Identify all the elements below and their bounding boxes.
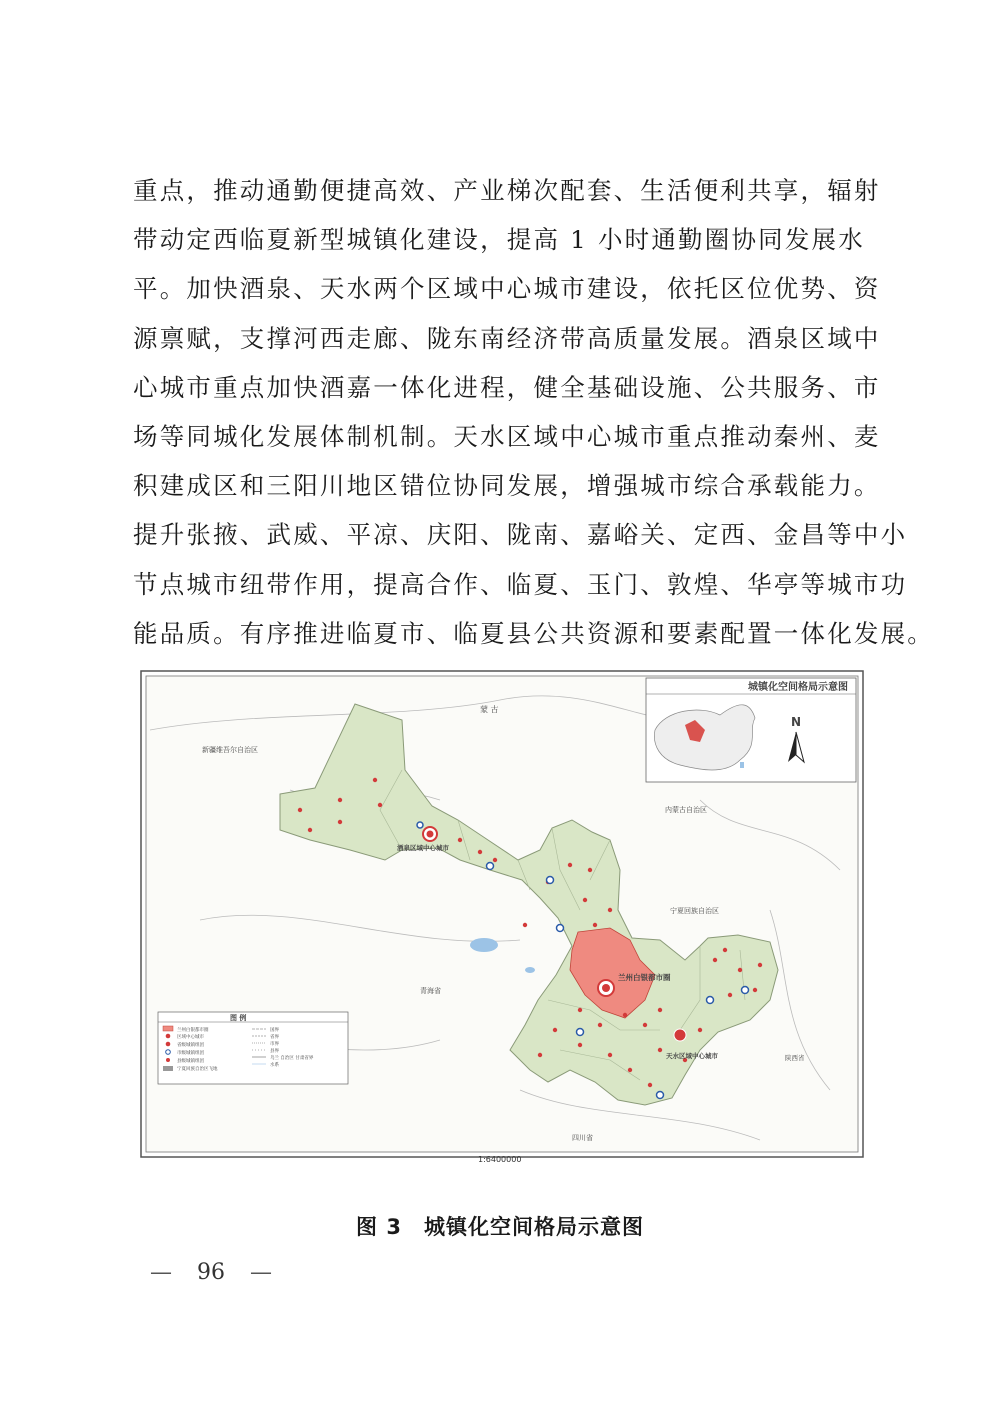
page-dash-right: —	[250, 1260, 272, 1285]
legend-item: 省界	[270, 1035, 279, 1040]
jiuquan-center	[423, 827, 437, 841]
china-inset-map	[646, 678, 856, 782]
legend-item: 省级城镇组团	[177, 1043, 204, 1048]
label-ningxia: 宁夏回族自治区	[670, 907, 719, 915]
label-jiuquan: 酒泉区域中心城市	[397, 844, 449, 852]
lanzhou-center	[598, 980, 614, 996]
body-line: 心城市重点加快酒嘉一体化进程，健全基础设施、公共服务、市	[133, 372, 881, 402]
tianshui-center	[674, 1029, 686, 1041]
body-line: 能品质。有序推进临夏市、临夏县公共资源和要素配置一体化发展。	[133, 618, 934, 648]
legend-item: 区域中心城市	[177, 1035, 204, 1040]
figure-number: 图 3	[356, 1215, 402, 1239]
legend-item: 乌兰 自治区 甘肃省界	[270, 1056, 314, 1061]
figure-caption	[0, 1211, 1000, 1241]
body-line: 节点城市纽带作用，提高合作、临夏、玉门、敦煌、华亭等城市功	[133, 569, 908, 599]
map-title: 城镇化空间格局示意图	[748, 682, 848, 693]
body-line: 源禀赋，支撑河西走廊、陇东南经济带高质量发展。酒泉区域中	[133, 323, 881, 353]
legend-title: 图 例	[230, 1014, 247, 1022]
legend-item: 县界	[270, 1049, 279, 1054]
body-text	[133, 166, 934, 658]
legend-item: 兰州白银都市圈	[177, 1028, 209, 1033]
page-number	[150, 1260, 272, 1285]
body-line: 重点，推动通勤便捷高效、产业梯次配套、生活便利共享，辐射	[133, 176, 881, 205]
lake	[525, 967, 535, 973]
page-dash-left: —	[150, 1260, 172, 1285]
label-lanzhou-metro: 兰州白银都市圈	[618, 973, 671, 982]
legend-item: 宁夏回族自治区飞地	[177, 1067, 218, 1072]
lake	[470, 938, 498, 952]
body-line: 场等同城化发展体制机制。天水区域中心城市重点推动秦州、麦	[133, 422, 881, 452]
body-line: 带动定西临夏新型城镇化建设，提高 1 小时通勤圈协同发展水	[133, 225, 865, 255]
body-line: 提升张掖、武威、平凉、庆阳、陇南、嘉峪关、定西、金昌等中小	[133, 520, 908, 550]
label-inner-mongolia: 内蒙古自治区	[665, 806, 707, 814]
urbanization-map	[140, 670, 864, 1158]
page-number-value: 96	[197, 1260, 225, 1285]
figure-title: 城镇化空间格局示意图	[423, 1215, 644, 1239]
body-line: 平。加快酒泉、天水两个区域中心城市建设，依托区位优势、资	[133, 274, 881, 304]
label-mongolia: 蒙 古	[480, 705, 499, 714]
label-qinghai: 青海省	[420, 987, 441, 995]
legend-item: 市界	[270, 1042, 279, 1047]
body-line: 积建成区和三阳川地区错位协同发展，增强城市综合承载能力。	[133, 471, 881, 501]
label-xinjiang: 新疆维吾尔自治区	[202, 746, 258, 754]
label-sichuan: 四川省	[572, 1134, 593, 1142]
label-tianshui: 天水区域中心城市	[666, 1052, 718, 1060]
north-label: N	[790, 715, 802, 729]
legend-item: 县级城镇组团	[177, 1059, 204, 1064]
legend-item: 市级城镇组团	[177, 1051, 204, 1056]
map-legend	[158, 1012, 348, 1084]
legend-item: 水系	[270, 1063, 279, 1068]
legend-item: 国界	[270, 1028, 279, 1033]
label-shaanxi: 陕西省	[785, 1054, 805, 1062]
map-scale: 1:6400000	[478, 1155, 522, 1164]
